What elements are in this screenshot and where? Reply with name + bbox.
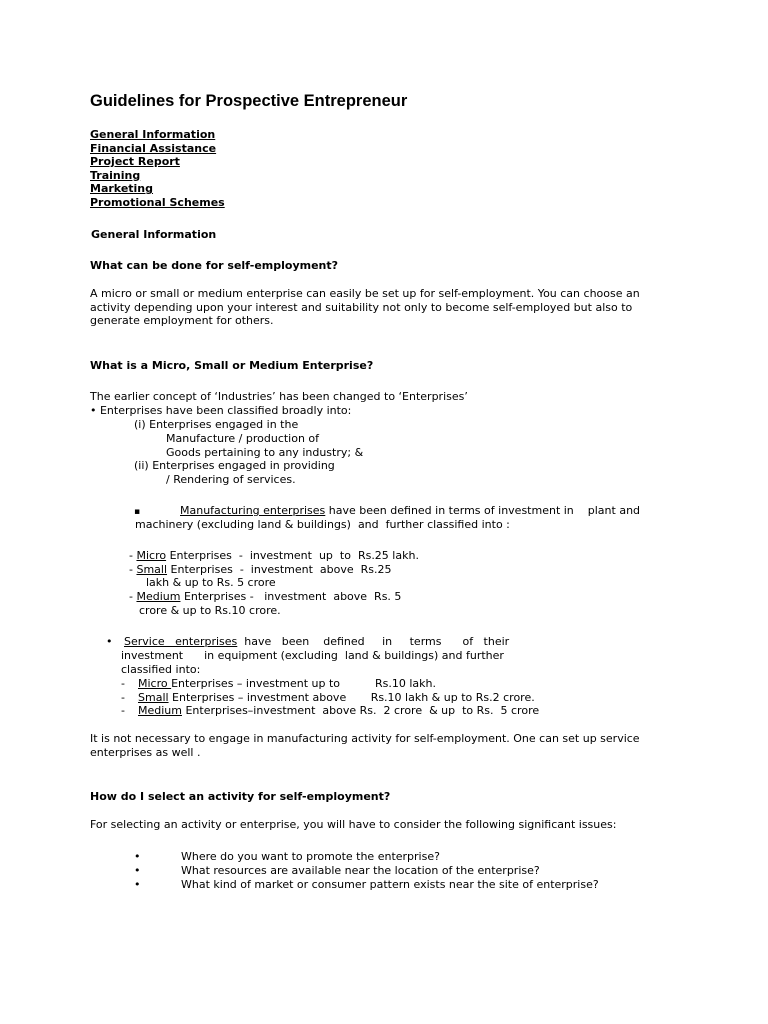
paragraph-issues-intro: For selecting an activity or enterprise, you will have to consider the following significant issues: (90, 818, 617, 831)
svc-medium-item (121, 704, 539, 718)
toc-link-promotional-schemes[interactable]: Promotional Schemes (90, 195, 225, 209)
micro-text: Enterprises - investment up to Rs.25 lakh. (166, 549, 419, 562)
small-text: Enterprises - investment above Rs.25 (167, 563, 392, 576)
paragraph-line: activity depending upon your interest and suitability not only to become self-employed but also to (90, 300, 633, 314)
paragraph-self-employment (90, 287, 640, 328)
mfg-small-item-cont: lakh & up to Rs. 5 crore (146, 576, 276, 589)
service-definition-line2: investment in equipment (excluding land & buildings) and further (121, 649, 504, 662)
small-text: Enterprises – investment above Rs.10 lakh & up to Rs.2 crore. (168, 691, 535, 704)
square-bullet: ▪ (134, 507, 141, 517)
section-heading: General Information (91, 228, 217, 241)
paragraph-line: enterprises as well . (90, 745, 201, 759)
bullet-classification: • Enterprises have been classified broadly into: (90, 404, 352, 417)
dash: - (129, 563, 137, 576)
round-bullet: • (134, 850, 141, 863)
manufacturing-text: have been defined in terms of investment in plant and (325, 504, 641, 517)
mfg-micro-item (129, 549, 419, 563)
service-text: have been defined in terms of their (237, 635, 510, 648)
dash: - (121, 677, 125, 690)
paragraph-intro: The earlier concept of ‘Industries’ has been changed to ‘Enterprises’ (90, 390, 468, 403)
svc-small-item (121, 691, 535, 705)
list-item-i-cont: Manufacture / production of (166, 432, 320, 445)
medium-text: Enterprises–investment above Rs. 2 crore & up to Rs. 5 crore (181, 704, 540, 717)
toc-link-financial-assistance[interactable]: Financial Assistance (90, 141, 217, 155)
mfg-small-item (129, 563, 392, 577)
micro-term: Micro (136, 549, 167, 562)
list-item-i-cont: Goods pertaining to any industry; & (166, 446, 364, 459)
list-item (134, 864, 599, 878)
small-term: Small (136, 563, 168, 576)
paragraph-line: It is not necessary to engage in manufacturing activity for self-employment. One can set up service (90, 732, 640, 745)
round-bullet: • (134, 878, 141, 891)
micro-text: Enterprises – investment up to Rs.10 lakh. (171, 677, 436, 690)
issue-text: Where do you want to promote the enterprise? (181, 850, 440, 863)
medium-term: Medium (138, 704, 182, 717)
question-heading-msme: What is a Micro, Small or Medium Enterprise? (90, 359, 374, 372)
mfg-medium-item-cont: crore & up to Rs.10 crore. (139, 604, 281, 617)
issues-list (134, 850, 599, 892)
question-heading-select-activity: How do I select an activity for self-employment? (90, 790, 391, 803)
list-item-i: (i) Enterprises engaged in the (134, 418, 299, 431)
medium-text: Enterprises - investment above Rs. 5 (180, 590, 402, 603)
list-item (134, 878, 599, 892)
list-item-ii-cont: / Rendering of services. (166, 473, 296, 486)
dash: - (121, 704, 125, 717)
svc-micro-item (121, 677, 436, 691)
list-item (134, 850, 599, 864)
small-term: Small (138, 691, 169, 704)
manufacturing-term: Manufacturing enterprises (180, 504, 326, 517)
toc-link-marketing[interactable]: Marketing (90, 182, 154, 196)
paragraph-line: A micro or small or medium enterprise can easily be set up for self-employment. You can choose an (90, 287, 640, 300)
toc-link-general-information[interactable]: General Information (90, 128, 216, 141)
medium-term: Medium (136, 590, 181, 603)
question-heading-self-employment: What can be done for self-employment? (90, 259, 339, 272)
mfg-medium-item (129, 590, 401, 604)
manufacturing-definition-line2: machinery (excluding land & buildings) and further classified into : (135, 518, 510, 531)
page-title: Guidelines for Prospective Entrepreneur (90, 92, 408, 110)
issue-text: What resources are available near the location of the enterprise? (181, 864, 540, 877)
toc-link-training[interactable]: Training (90, 168, 141, 182)
round-bullet: • (134, 864, 141, 877)
issue-text: What kind of market or consumer pattern exists near the site of enterprise? (181, 878, 599, 891)
service-term: Service enterprises (124, 635, 238, 648)
list-item-ii: (ii) Enterprises engaged in providing (134, 459, 335, 472)
service-definition-line3: classified into: (121, 663, 201, 676)
dash: - (129, 590, 137, 603)
paragraph-line: generate employment for others. (90, 314, 274, 327)
round-bullet: • (106, 635, 113, 648)
toc-link-project-report[interactable]: Project Report (90, 155, 180, 169)
paragraph-service-note (90, 732, 640, 759)
micro-term: Micro (138, 677, 172, 690)
dash: - (129, 549, 137, 562)
table-of-contents (90, 128, 225, 210)
dash: - (121, 691, 125, 704)
service-definition-line1 (106, 635, 509, 649)
